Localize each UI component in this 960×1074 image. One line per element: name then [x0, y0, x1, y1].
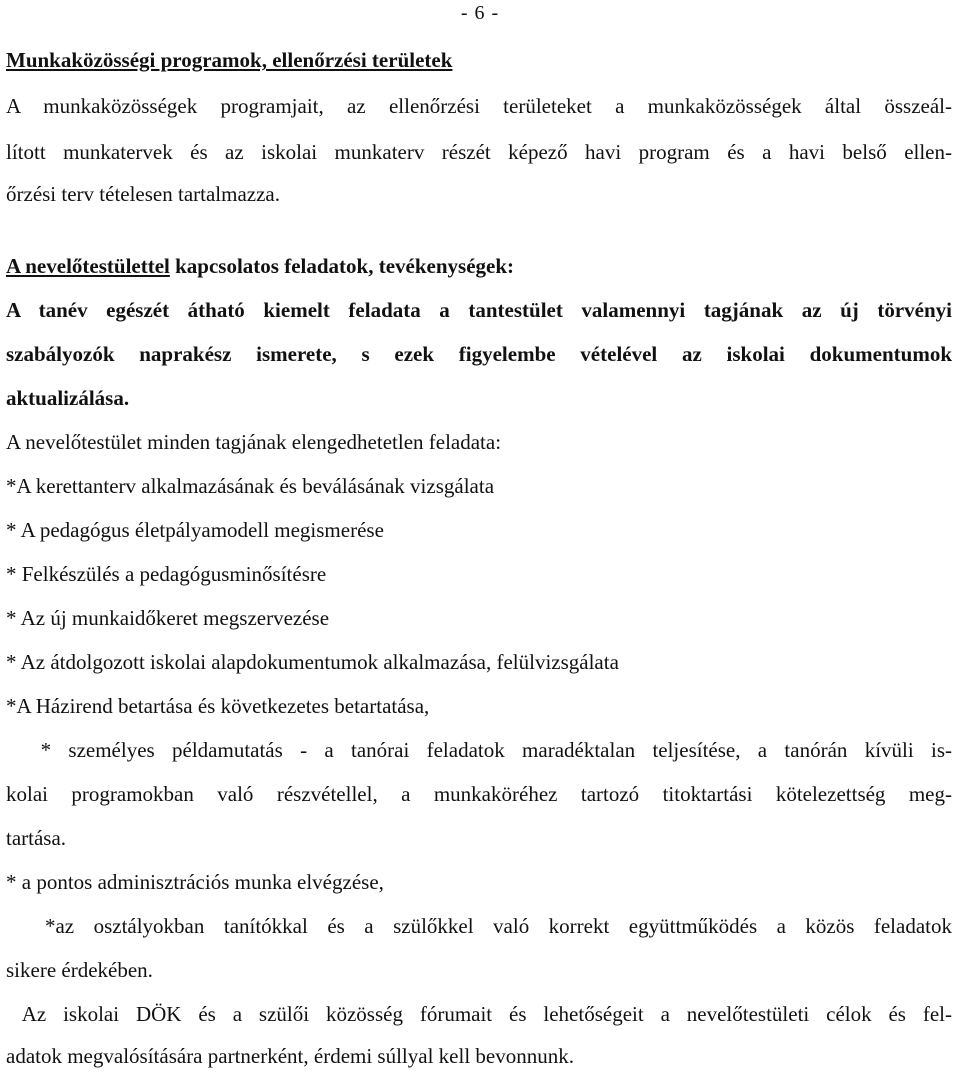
cooperation-line-2: sikere érdekében.: [6, 958, 153, 982]
closing-line-1: Az iskolai DÖK és a szülői közösség fórumait és lehetőségeit a nevelőtestületi célok és fel-: [6, 1002, 952, 1026]
cooperation-line-1: *az osztályokban tanítókkal és a szülőkkel való korrekt együttműködés a közös feladatok: [6, 914, 952, 938]
section-heading: Munkaközösségi programok, ellenőrzési területek: [6, 48, 453, 72]
intro-line-3: őrzési terv tételesen tartalmazza.: [6, 182, 281, 206]
list-item: * Az új munkaidőkeret megszervezése: [6, 606, 330, 630]
intro-line-2: lított munkatervek és az iskolai munkaterv részét képező havi program és a havi belső ellen-: [6, 140, 952, 164]
subsection-title: [6, 254, 514, 279]
admin-item: * a pontos adminisztrációs munka elvégzése,: [6, 870, 384, 894]
list-item: * Felkészülés a pedagógusminősítésre: [6, 562, 327, 586]
list-item: *A kerettanterv alkalmazásának és beválásának vizsgálata: [6, 474, 495, 498]
closing-line-2: adatok megvalósítására partnerként, érdemi súllyal kell bevonnunk.: [6, 1044, 574, 1068]
page-number: - 6 -: [460, 2, 500, 24]
example-line-2: kolai programokban való részvétellel, a munkaköréhez tartozó titoktartási kötelezettség meg-: [6, 782, 952, 806]
subsection-title-underlined: A nevelőtestülettel: [6, 254, 170, 278]
duties-intro: A nevelőtestület minden tagjának elengedhetetlen feladata:: [6, 430, 502, 454]
example-line-1: * személyes példamutatás - a tanórai feladatok maradéktalan teljesítése, a tanórán kívüli is-: [6, 738, 952, 762]
key-task-line-2: szabályozók naprakész ismerete, s ezek figyelembe vételével az iskolai dokumentumok: [6, 342, 952, 366]
key-task-line-3: aktualizálása.: [6, 386, 130, 410]
list-item: *A Házirend betartása és következetes betartatása,: [6, 694, 430, 718]
key-task-line-1: A tanév egészét átható kiemelt feladata a tantestület valamennyi tagjának az új törvényi: [6, 298, 952, 322]
example-line-3: tartása.: [6, 826, 67, 850]
subsection-title-rest: kapcsolatos feladatok, tevékenységek:: [169, 254, 515, 278]
list-item: * A pedagógus életpályamodell megismerése: [6, 518, 384, 542]
list-item: * Az átdolgozott iskolai alapdokumentumok alkalmazása, felülvizsgálata: [6, 650, 619, 674]
intro-line-1: A munkaközösségek programjait, az ellenőrzési területeket a munkaközösségek által összeál-: [6, 94, 952, 118]
